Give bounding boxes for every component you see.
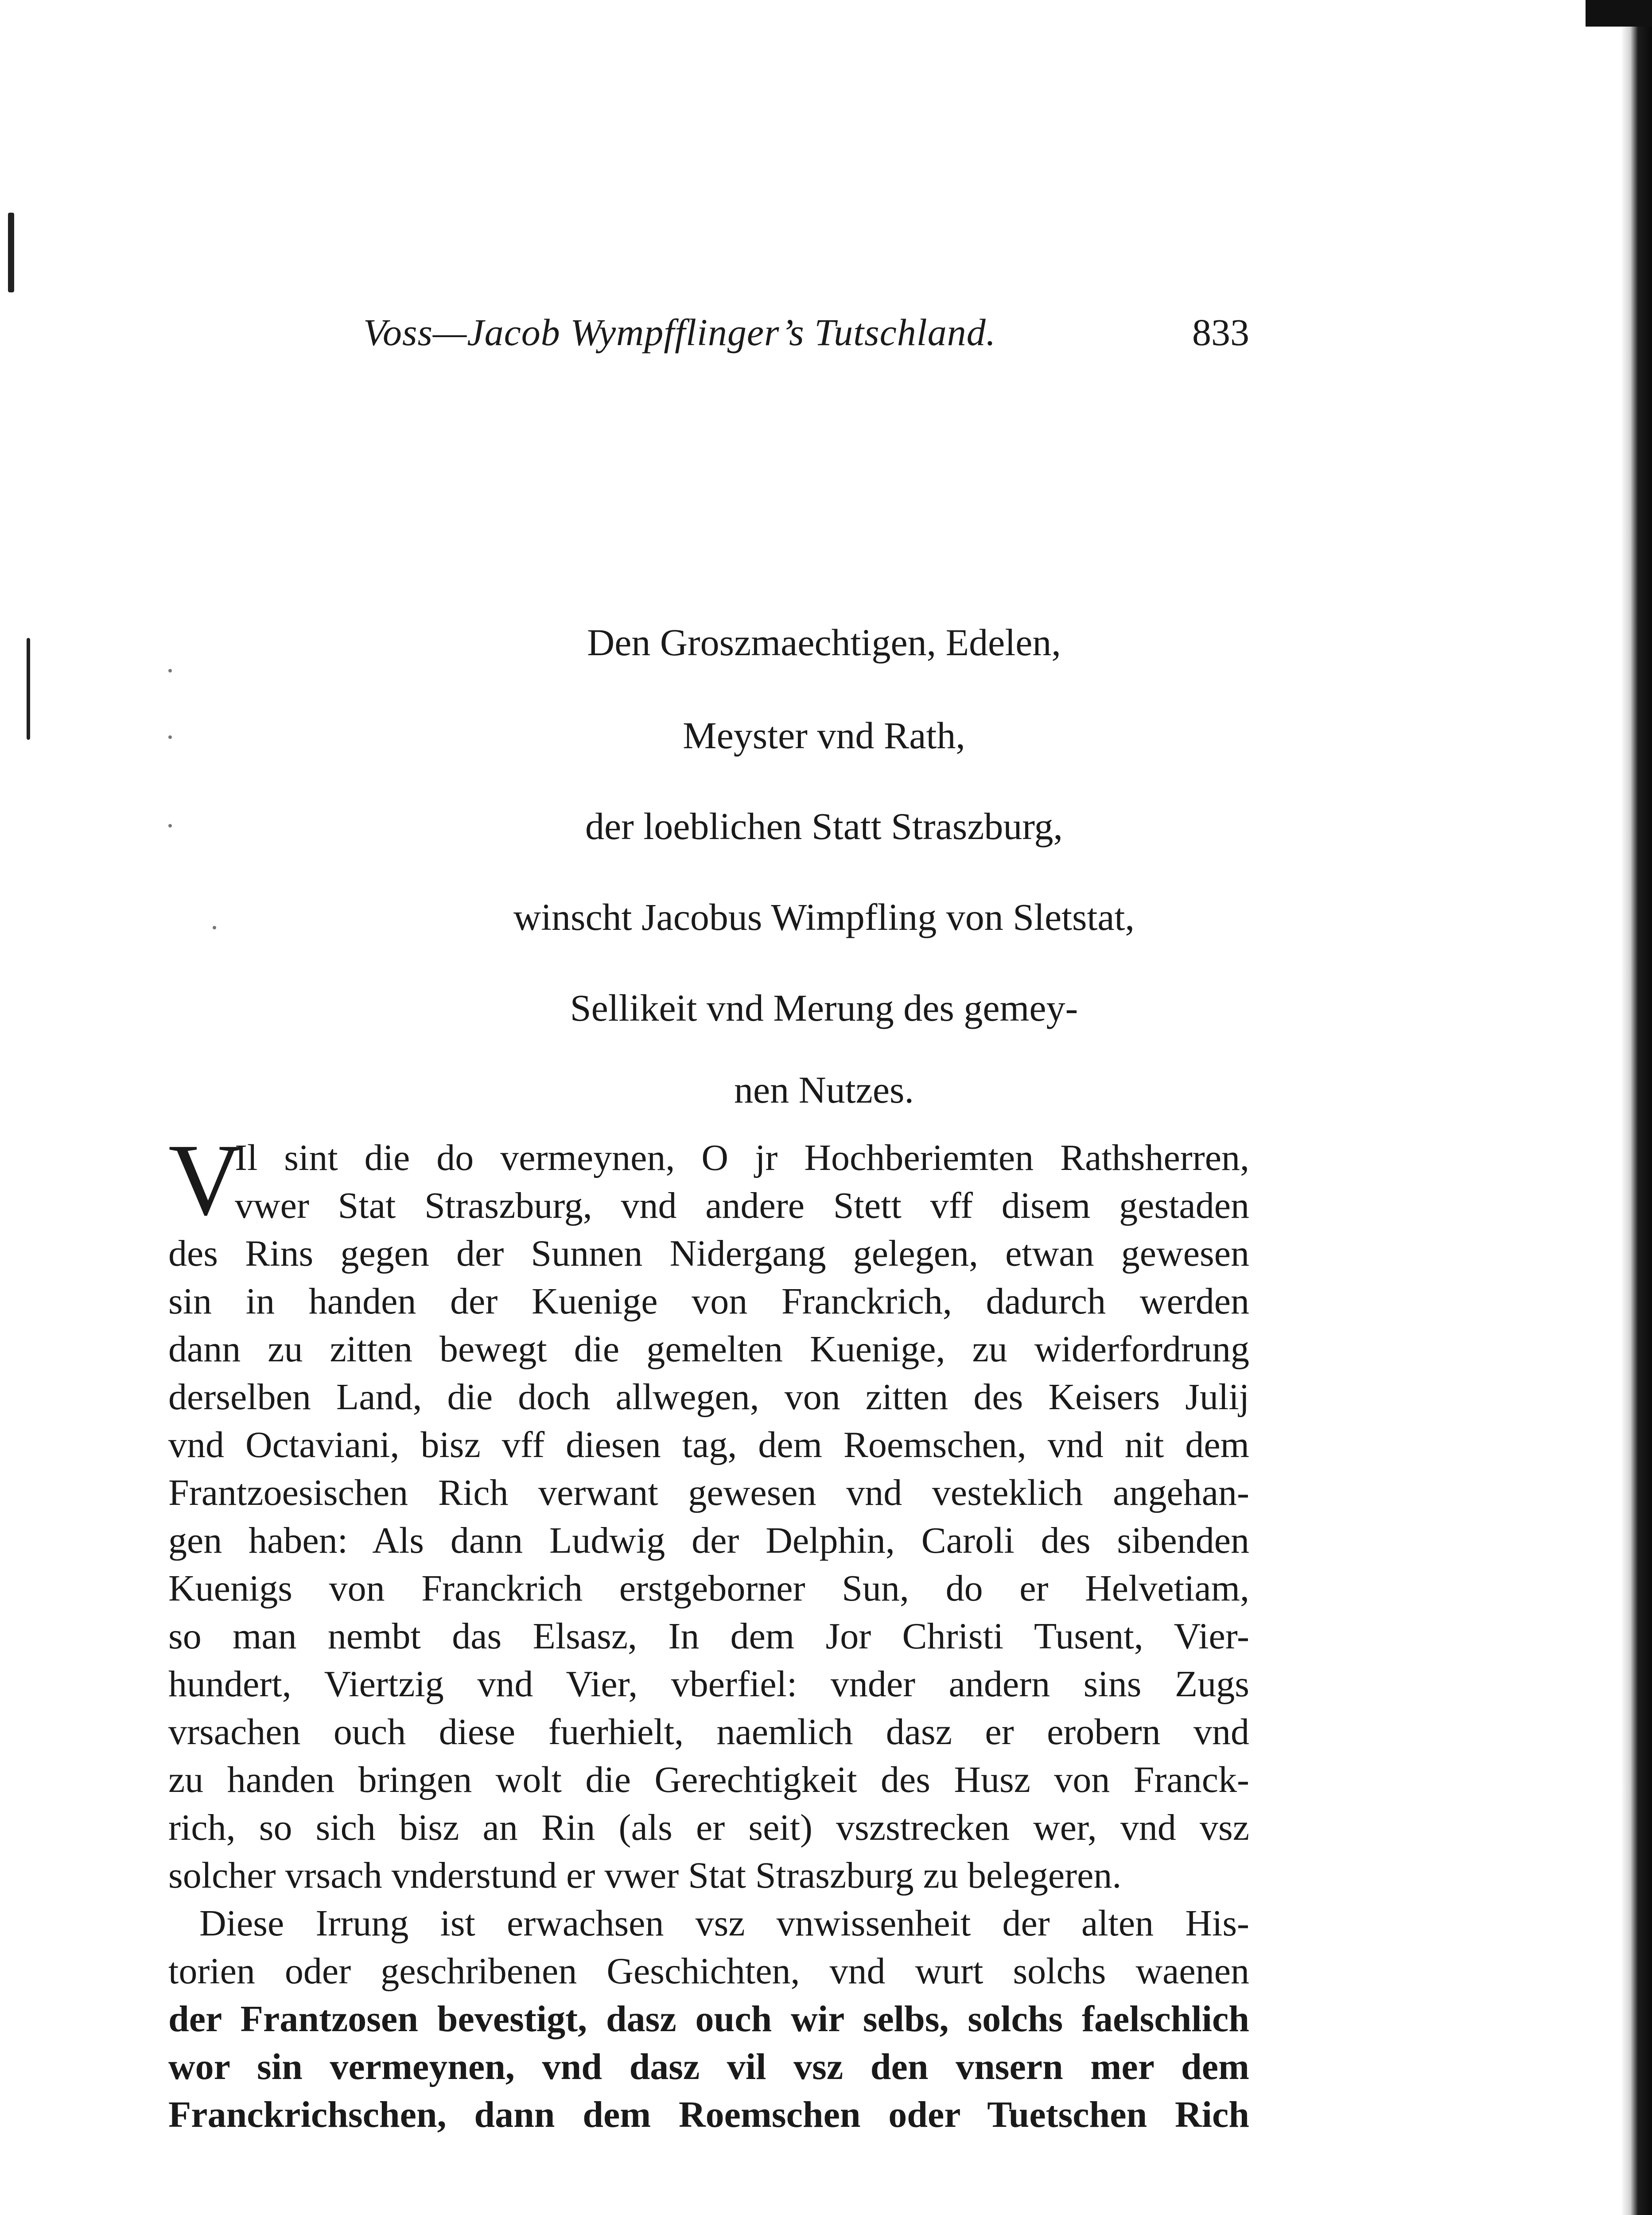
text-line: Diese Irrung ist erwachsen vsz vnwissenheit der alten His- bbox=[199, 1903, 1249, 1944]
text-line: vnd Octaviani, bisz vff diesen tag, dem Roemschen, vnd nit dem bbox=[168, 1424, 1249, 1465]
dedication-line: winscht Jacobus Wimpfling von Sletstat, bbox=[513, 896, 1135, 938]
dedication-line: der loeblichen Statt Straszburg, bbox=[585, 805, 1063, 847]
scan-edge-right bbox=[1621, 0, 1652, 2215]
dedication-block bbox=[168, 620, 1480, 1116]
text-line: sin in handen der Kuenige von Franckrich, dadurch werden bbox=[168, 1281, 1249, 1322]
text-line: derselben Land, die doch allwegen, von zitten des Keisers Julij bbox=[168, 1376, 1249, 1418]
text-line: des Rins gegen der Sunnen Nidergang gelegen, etwan gewesen bbox=[168, 1233, 1249, 1274]
text-line: hundert, Viertzig vnd Vier, vberfiel: vnder andern sins Zugs bbox=[168, 1663, 1249, 1705]
running-title: Voss—Jacob Wympfflinger’s Tutschland. bbox=[363, 311, 996, 354]
dedication-line: Meyster vnd Rath, bbox=[683, 714, 965, 757]
text-line: Frantzoesischen Rich verwant gewesen vnd vesteklich angehan- bbox=[168, 1472, 1249, 1513]
drop-cap: V bbox=[168, 1123, 243, 1237]
text-line: Il sint die do vermeynen, O jr Hochberiemten Rathsherren, bbox=[235, 1137, 1249, 1178]
text-line: zu handen bringen wolt die Gerechtigkeit des Husz von Franck- bbox=[168, 1759, 1249, 1800]
text-line: so man nembt das Elsasz, In dem Jor Christi Tusent, Vier- bbox=[168, 1616, 1249, 1657]
text-line: solcher vrsach vnderstund er vwer Stat Straszburg zu belegeren. bbox=[168, 1855, 1122, 1896]
paragraph bbox=[168, 1123, 1249, 1900]
paragraph bbox=[168, 1900, 1249, 2139]
dedication-line: nen Nutzes. bbox=[734, 1069, 914, 1111]
scan-edge-mark bbox=[8, 213, 14, 292]
text-line: torien oder geschribenen Geschichten, vnd wurt solchs waenen bbox=[168, 1951, 1249, 1992]
page-number: 833 bbox=[1192, 311, 1249, 354]
scan-edge-mark bbox=[27, 638, 30, 740]
body-text bbox=[168, 1123, 1249, 2188]
text-line: Franckrichschen, dann dem Roemschen oder Tuetschen Rich bbox=[168, 2094, 1249, 2135]
dedication-line: Den Groszmaechtigen, Edelen, bbox=[587, 621, 1061, 664]
text-line: Kuenigs von Franckrich erstgeborner Sun, do er Helvetiam, bbox=[168, 1568, 1249, 1609]
text-line: vwer Stat Straszburg, vnd andere Stett vff disem gestaden bbox=[235, 1185, 1249, 1226]
text-line: rich, so sich bisz an Rin (als er seit) vszstrecken wer, vnd vsz bbox=[168, 1807, 1249, 1848]
text-line: dann zu zitten bewegt die gemelten Kuenige, zu widerfordrung bbox=[168, 1329, 1249, 1370]
text-line: vrsachen ouch diese fuerhielt, naemlich dasz er erobern vnd bbox=[168, 1711, 1249, 1753]
scan-edge-corner bbox=[1586, 0, 1652, 27]
text-line: gen haben: Als dann Ludwig der Delphin, Caroli des sibenden bbox=[168, 1520, 1249, 1561]
text-line: wor sin vermeynen, vnd dasz vil vsz den vnsern mer dem bbox=[168, 2046, 1249, 2087]
running-header bbox=[363, 310, 1249, 368]
text-line: der Frantzosen bevestigt, dasz ouch wir selbs, solchs faelschlich bbox=[168, 1998, 1249, 2040]
dedication-line: Sellikeit vnd Merung des gemey- bbox=[570, 987, 1078, 1029]
